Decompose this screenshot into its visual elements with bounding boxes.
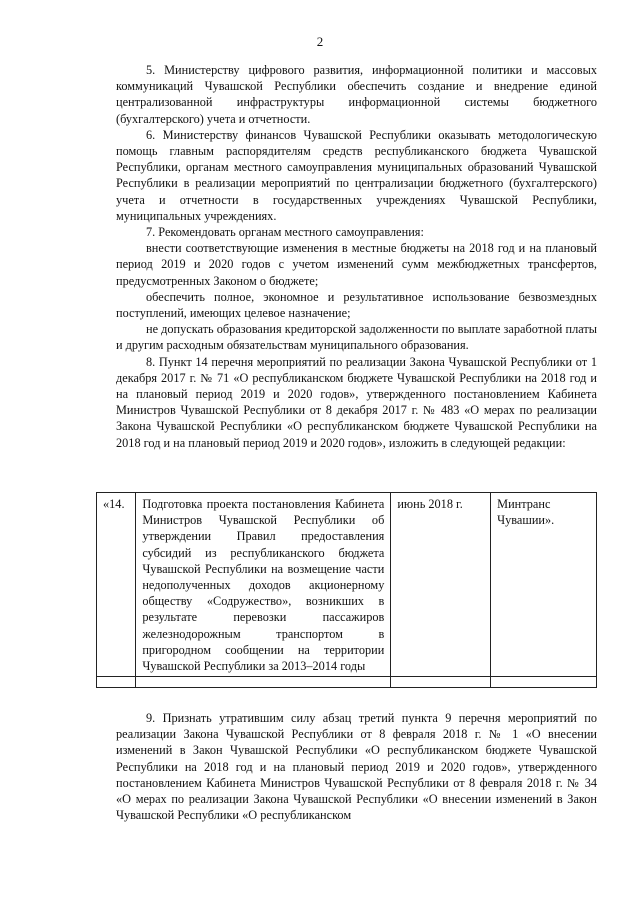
paragraph-6: 6. Министерству финансов Чувашской Республики оказывать методологическую помощь главным распорядителям средств республиканского бюджета Чувашской Республики, органам местного самоуправления муниципальных образований Чувашской Республики в реализации мероприятий по централизации бюджетного (бухгалтерского) учета и отчетности в государственных учреждениях Чувашской Республики, муниципальных учреждениях. bbox=[116, 127, 597, 223]
item-deadline-cell: июнь 2018 г. bbox=[391, 493, 491, 677]
paragraph-7-item-1: внести соответствующие изменения в местные бюджеты на 2018 год и на плановый период 2019 и 2020 годов с учетом изменений сумм межбюджетных трансфертов, предусмотренных Законом о бюджете; bbox=[116, 241, 597, 288]
item-description-cell: Подготовка проекта постановления Кабинета Министров Чувашской Республики об утверждении Правил предоставления субсидий из республиканского бюджета Чувашской Республики на возмещение части недополученных доходов акционерному обществу «Содружество», возникших в результате перевозки пассажиров железнодорожным транспортом в пригородном сообщении на территории Чувашской Республики за 2013–2014 годы bbox=[136, 493, 391, 677]
paragraph-5: 5. Министерству цифрового развития, информационной политики и массовых коммуникаций Чувашской Республики обеспечить создание и внедрение единой централизованной инфраструктуры информационной системы бюджетного (бухгалтерского) учета и отчетности. bbox=[116, 63, 597, 126]
empty-cell bbox=[391, 677, 491, 688]
table-row bbox=[97, 493, 597, 677]
item-responsible-cell: Минтранс Чувашии». bbox=[491, 493, 597, 677]
paragraph-7-item-2: обеспечить полное, экономное и результативное использование безвозмездных поступлений, имеющих целевое назначение; bbox=[116, 289, 597, 321]
paragraph-7-item-3: не допускать образования кредиторской задолженности по выплате заработной платы и другим расходным обязательствам муниципального образования. bbox=[116, 322, 597, 353]
table-row-empty bbox=[97, 677, 597, 688]
text-block-bottom bbox=[116, 710, 597, 823]
empty-cell bbox=[136, 677, 391, 688]
item-number-cell: «14. bbox=[97, 493, 136, 677]
empty-cell bbox=[97, 677, 136, 688]
empty-cell bbox=[491, 677, 597, 688]
page-number: 2 bbox=[316, 34, 324, 49]
text-block-top bbox=[116, 62, 597, 451]
paragraph-7: 7. Рекомендовать органам местного самоуправления: bbox=[146, 225, 424, 240]
measures-table bbox=[96, 492, 597, 688]
paragraph-8: 8. Пункт 14 перечня мероприятий по реализации Закона Чувашской Республики от 1 декабря 2017 г. № 71 «О республиканском бюджете Чувашской Республики на 2018 год и на плановый период 2019 и 2020 годов», утвержденного постановлением Кабинета Министров Чувашской Республики от 8 декабря 2017 г. № 483 «О мерах по реализации Закона Чувашской Республики «О республиканском бюджете Чувашской Республики на 2018 год и на плановый период 2019 и 2020 годов», изложить в следующей редакции: bbox=[116, 354, 597, 450]
paragraph-9: 9. Признать утратившим силу абзац третий пункта 9 перечня мероприятий по реализации Закона Чувашской Республики от 8 февраля 2018 г. № 1 «О внесении изменений в Закон Чувашской Республики «О республиканском бюджете Чувашской Республики на 2018 год и на плановый период 2019 и 2020 годов», утвержденного постановлением Кабинета Министров Чувашской Республики от 8 февраля 2018 г. № 34 «О мерах по реализации Закона Чувашской Республики «О внесении изменений в Закон Чувашской Республики «О республиканском bbox=[116, 711, 597, 823]
